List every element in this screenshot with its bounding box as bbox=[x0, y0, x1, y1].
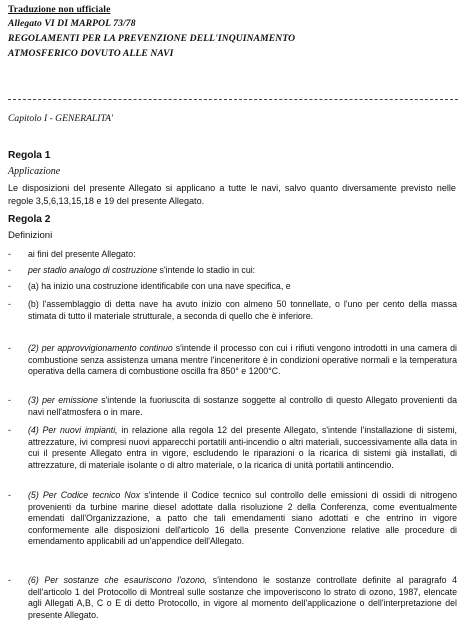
definition-text: s'intende la fuoriuscita di sostanze soggette al controllo di questo Allegato provenienti da navi nell'atmosfera o in mare. bbox=[28, 395, 457, 417]
rule1-subheading: Applicazione bbox=[8, 166, 61, 177]
definition-item: - (3) per emissione s'intende la fuoriuscita di sostanze soggette al controllo di questo Allegato provenienti da navi nell'atmosfera o in mare. bbox=[8, 395, 457, 417]
regulation-title-line2: ATMOSFERICO DOVUTO ALLE NAVI bbox=[8, 48, 174, 59]
definition-text: s'intende lo stadio in cui: bbox=[157, 265, 256, 275]
definition-lead: (3) per emissione bbox=[28, 395, 98, 405]
definition-lead: (4) Per nuovi impianti, bbox=[28, 425, 118, 435]
definition-item: - (6) Per sostanze che esauriscono l'ozono, s'intendono le sostanze controllate definite al paragrafo 4 dell'articolo 1 del Protocollo di Montreal sulle sostanze che impoveriscono lo strato di ozono, 1987, elencate agli Allegati A,B, C o E di detto Protocollo, in vigore al momento dell'applicazione o dell'interpretazione del presente Allegato. bbox=[8, 575, 457, 620]
definition-item: - (b) l'assemblaggio di detta nave ha avuto inizio con almeno 50 tonnellate, o l'uno per cento della massa stimata di tutto il materiale strutturale, a seconda di quello che è inferiore. bbox=[8, 299, 457, 321]
definition-text: in relazione alla regola 12 del presente Allegato, s'intende l'installazione di sistemi, attrezzature, ivi compresi nuovi apparecchi portatili anti-incendio o altri materiali, successivamente alla data in cui il presente Allegato entra in vigore, escludendo le riparazioni o la ricarica di sistemi già installati, di attrezzature, di materiale isolante o di altro materiale, o la ricarica di unità portatili antincendio. bbox=[28, 425, 457, 470]
definition-item: - (5) Per Codice tecnico Nox s'intende il Codice tecnico sul controllo delle emissioni di ossidi di nitrogeno provenienti da turbine marine diesel adottate dalla risoluzione 2 della Conferenza, come eventualmente emendati dall'Organizzazione, a patto che tali emendamenti siano adottati e che entrino in vigore conformemente alle disposizioni dell'articolo 16 della presente Convenzione relative alle procedure di emendamento applicabili ad un'appendice dell'Allegato. bbox=[8, 490, 457, 547]
definition-text: s'intende il processo con cui i rifiuti vengono introdotti in una camera di combustione senza assistenza umana mentre l'inceneritore è in condizioni operative normali e la temperatura operativa della camera di combustione oscilla fra 850° e 1200°C. bbox=[28, 343, 457, 377]
separator-line bbox=[8, 99, 458, 100]
disclaimer: Traduzione non ufficiale bbox=[8, 4, 111, 15]
regulation-title-line1: REGOLAMENTI PER LA PREVENZIONE DELL'INQUINAMENTO bbox=[8, 33, 296, 44]
definition-item: - ai fini del presente Allegato: bbox=[8, 249, 136, 259]
definition-item: - (4) Per nuovi impianti, in relazione alla regola 12 del presente Allegato, s'intende l'installazione di sistemi, attrezzature, ivi compresi nuovi apparecchi portatili anti-incendio o altri materiali, successivamente alla data in cui il presente Allegato entra in vigore, escludendo le riparazioni o la ricarica di sistemi già installati, di attrezzature, di materiale isolante o di altro materiale, o la ricarica di unità portatili antincendio. bbox=[8, 425, 457, 470]
definition-text: s'intendono le sostanze controllate definite al paragrafo 4 dell'articolo 1 del Protocollo di Montreal sulle sostanze che impoveriscono lo strato di ozono, 1987, elencate agli Allegati A,B, C o E di detto Protocollo, in vigore al momento dell'applicazione o dell'interpretazione del presente Allegato. bbox=[28, 575, 457, 620]
definition-text: s'intende il Codice tecnico sul controllo delle emissioni di ossidi di nitrogeno provenienti da turbine marine diesel adottate dalla risoluzione 2 della Conferenza, come eventualmente emendati dall'Organizzazione, a patto che tali emendamenti siano adottati e che entrino in vigore conformemente alle disposizioni dell'articolo 16 della presente Convenzione relative alle procedure di emendamento applicabili ad un'appendice dell'Allegato. bbox=[28, 490, 457, 547]
rule1-heading: Regola 1 bbox=[8, 150, 51, 161]
definition-text: (b) l'assemblaggio di detta nave ha avuto inizio con almeno 50 tonnellate, o l'uno per cento della massa stimata di tutto il materiale strutturale, a seconda di quello che è inferiore. bbox=[28, 299, 457, 321]
definition-lead: (2) per approvvigionamento continuo bbox=[28, 343, 173, 353]
definition-text: ai fini del presente Allegato: bbox=[28, 249, 136, 259]
definition-item: - per stadio analogo di costruzione s'intende lo stadio in cui: bbox=[8, 265, 256, 275]
rule1-text: Le disposizioni del presente Allegato si applicano a tutte le navi, salvo quanto diversamente previsto nelle regole 3,5,6,13,15,18 e 19 del presente Allegato. bbox=[8, 183, 456, 206]
definition-text: (a) ha inizio una costruzione identificabile con una nave specifica, e bbox=[28, 281, 291, 291]
definition-item: - (a) ha inizio una costruzione identificabile con una nave specifica, e bbox=[8, 281, 291, 291]
definition-lead: per stadio analogo di costruzione bbox=[28, 265, 158, 275]
chapter-title: Capitolo I - GENERALITA' bbox=[8, 113, 114, 124]
definition-lead: (6) Per sostanze che esauriscono l'ozono, bbox=[28, 575, 208, 585]
annex-title: Allegato VI DI MARPOL 73/78 bbox=[8, 18, 136, 29]
definition-lead: (5) Per Codice tecnico Nox bbox=[28, 490, 141, 500]
rule2-heading: Regola 2 bbox=[8, 214, 51, 225]
rule2-subheading: Definizioni bbox=[8, 230, 53, 241]
definition-item: - (2) per approvvigionamento continuo s'intende il processo con cui i rifiuti vengono introdotti in una camera di combustione senza assistenza umana mentre l'inceneritore è in condizioni operative normali e la temperatura operativa della camera di combustione oscilla fra 850° e 1200°C. bbox=[8, 343, 457, 377]
